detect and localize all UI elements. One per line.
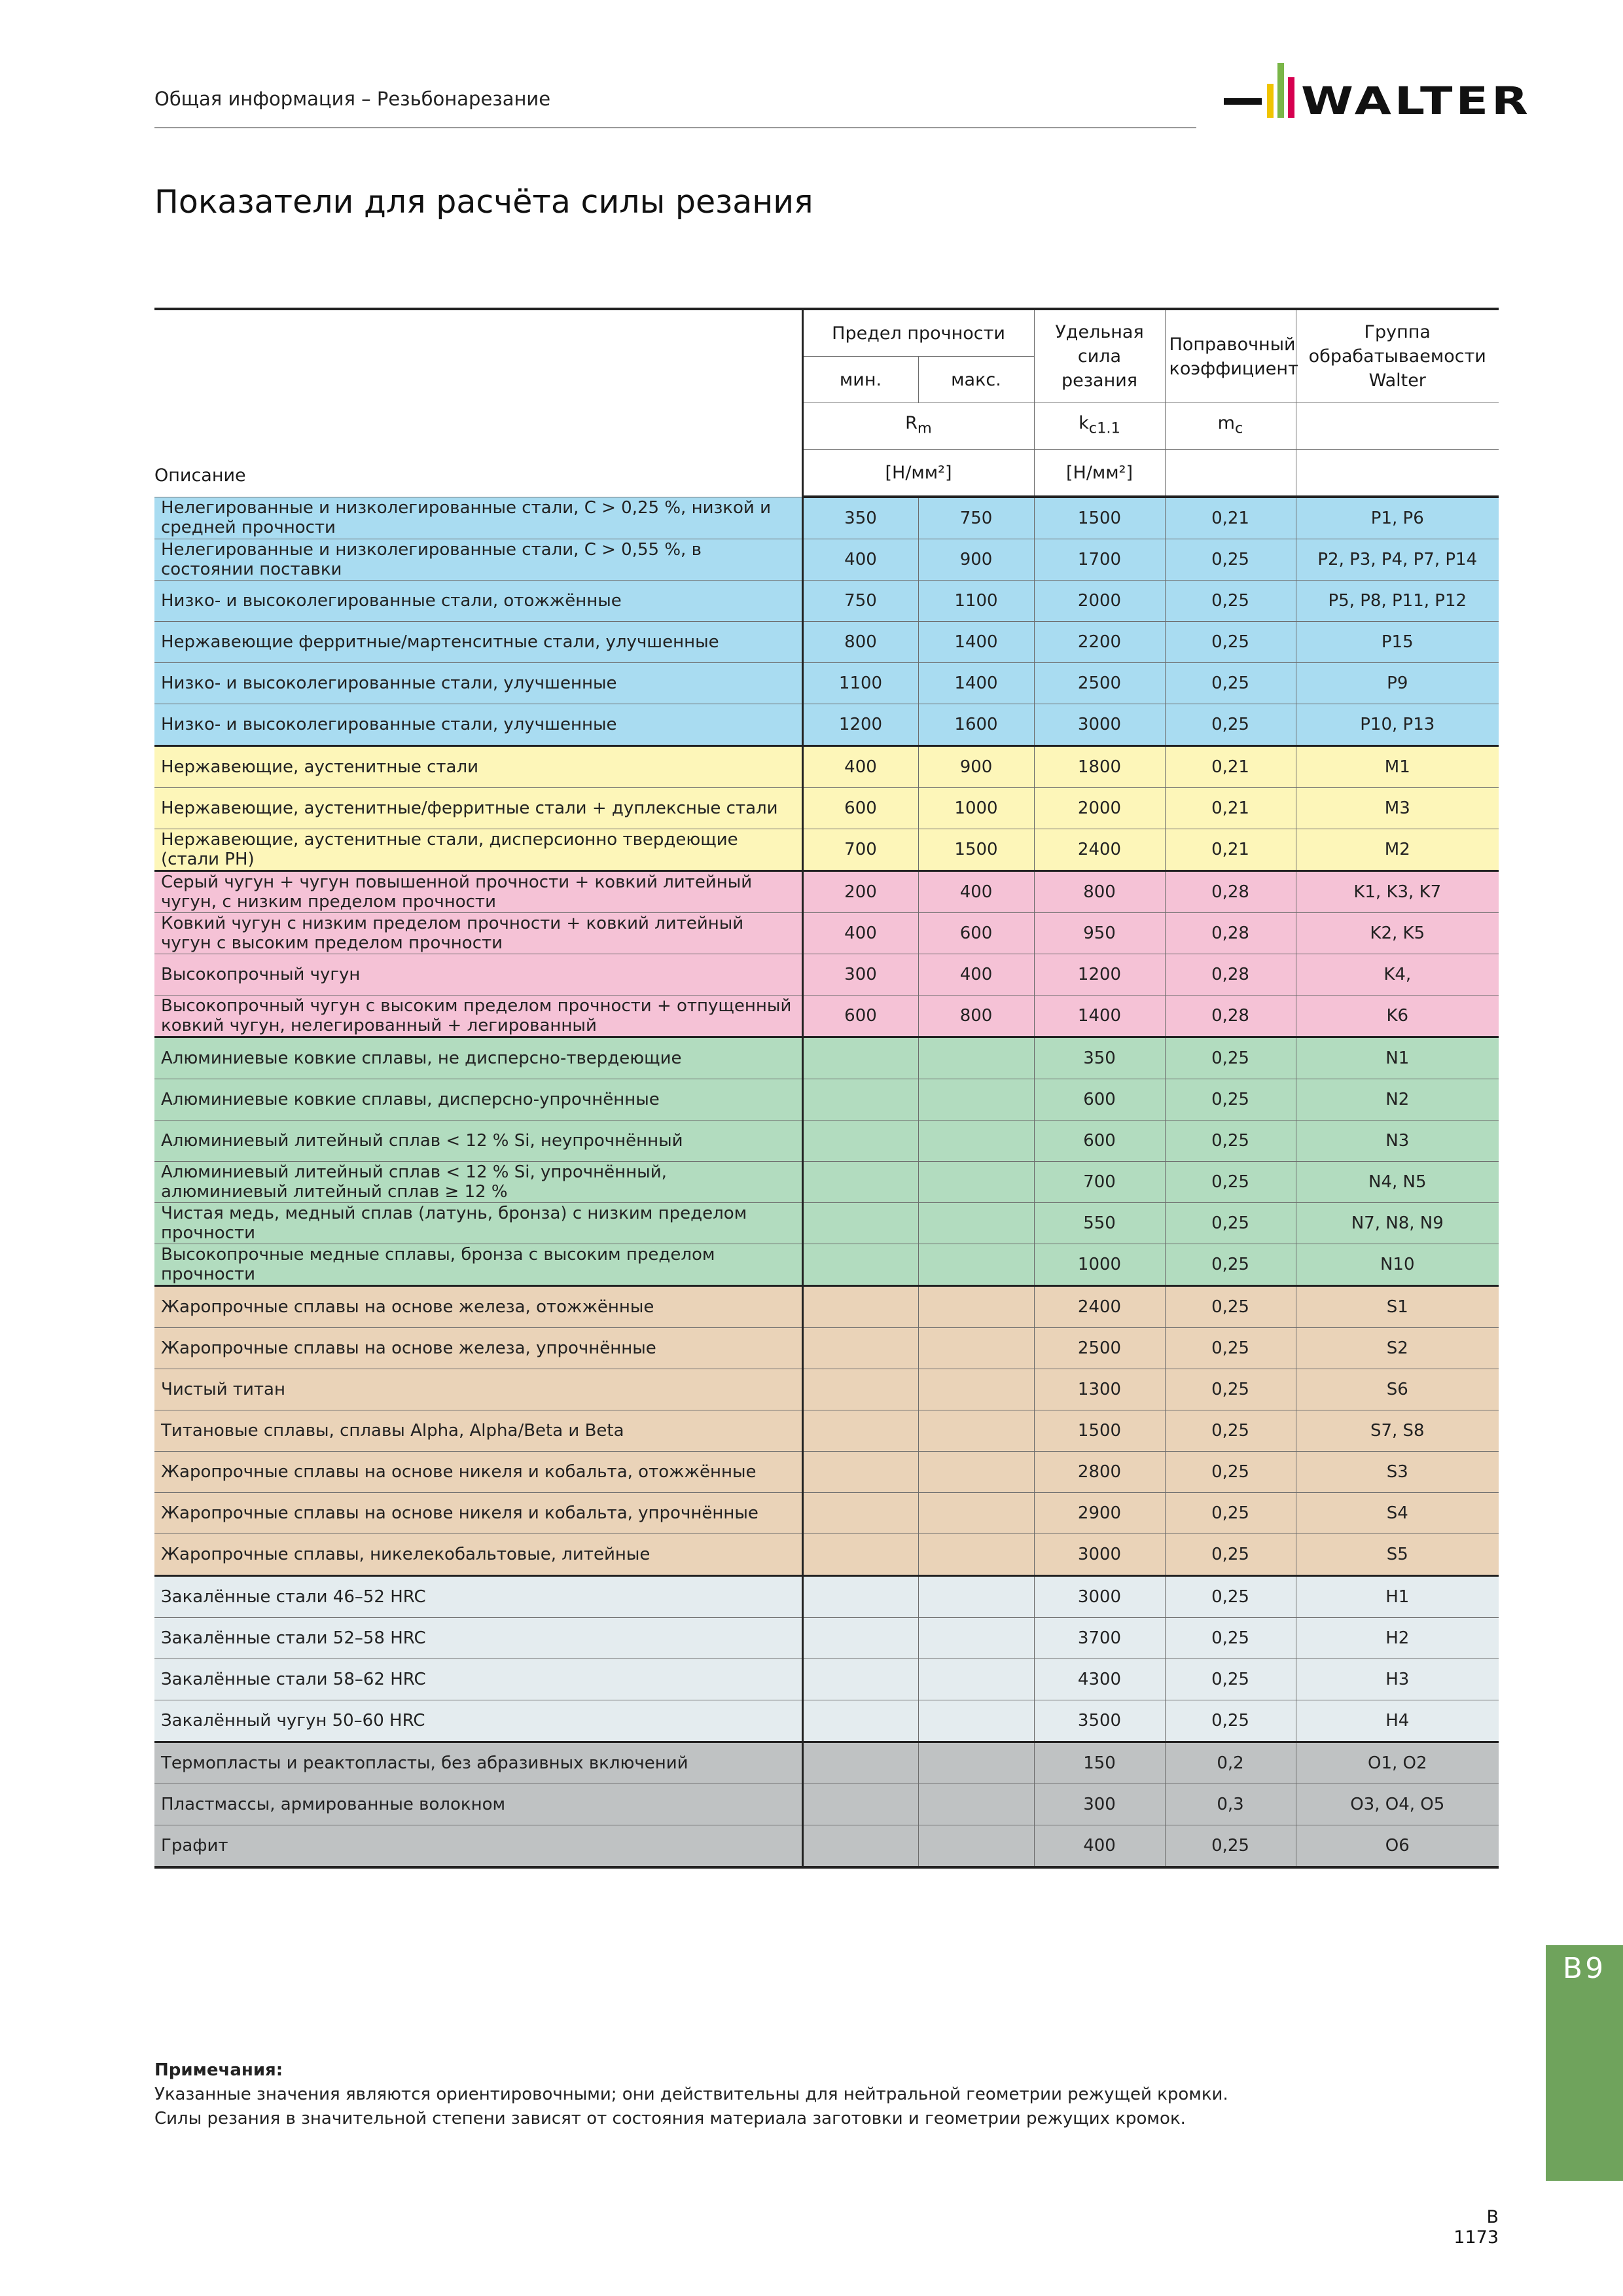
row-correction-factor: 0,25 [1165, 663, 1296, 704]
table-row [154, 871, 1499, 913]
table-row [154, 1203, 1499, 1244]
row-machinability-group: P1, P6 [1296, 497, 1499, 539]
notes-title: Примечания: [154, 2060, 283, 2080]
table-row [154, 1659, 1499, 1700]
row-correction-factor: 0,21 [1165, 788, 1296, 829]
table-row [154, 1825, 1499, 1868]
row-min-strength: 400 [802, 539, 918, 581]
row-max-strength: 400 [918, 871, 1034, 913]
walter-logo-text: WALTER [1301, 79, 1531, 123]
row-max-strength: 1100 [918, 581, 1034, 622]
table-row [154, 829, 1499, 871]
row-correction-factor: 0,25 [1165, 622, 1296, 663]
kc-unit: [Н/мм²] [1034, 450, 1165, 497]
row-machinability-group: S4 [1296, 1493, 1499, 1534]
row-max-strength [918, 1121, 1034, 1162]
row-description: Термопласты и реактопласты, без абразивных включений [154, 1742, 802, 1784]
row-correction-factor: 0,21 [1165, 497, 1296, 539]
table-row [154, 704, 1499, 746]
row-machinability-group: P10, P13 [1296, 704, 1499, 746]
row-correction-factor: 0,25 [1165, 1162, 1296, 1203]
row-machinability-group: K4, [1296, 954, 1499, 996]
col-group-header: Группа обрабатываемости Walter [1296, 309, 1499, 403]
row-min-strength [802, 1576, 918, 1618]
table-row [154, 581, 1499, 622]
row-min-strength: 750 [802, 581, 918, 622]
row-machinability-group: S3 [1296, 1452, 1499, 1493]
row-machinability-group: N1 [1296, 1037, 1499, 1079]
row-description: Алюминиевые ковкие сплавы, не дисперсно-твердеющие [154, 1037, 802, 1079]
row-min-strength: 400 [802, 913, 918, 954]
row-min-strength [802, 1825, 918, 1868]
row-max-strength [918, 1534, 1034, 1576]
row-correction-factor: 0,25 [1165, 1493, 1296, 1534]
row-description: Алюминиевый литейный сплав < 12 % Si, неупрочнённый [154, 1121, 802, 1162]
row-machinability-group: N3 [1296, 1121, 1499, 1162]
table-row [154, 1742, 1499, 1784]
row-specific-force: 3000 [1034, 1534, 1165, 1576]
row-min-strength: 1100 [802, 663, 918, 704]
cutting-force-table [154, 308, 1499, 1869]
row-max-strength: 1500 [918, 829, 1034, 871]
row-min-strength [802, 1369, 918, 1410]
row-description: Низко- и высоколегированные стали, улучшенные [154, 704, 802, 746]
table-row [154, 1328, 1499, 1369]
row-description: Высокопрочный чугун [154, 954, 802, 996]
row-max-strength [918, 1452, 1034, 1493]
row-correction-factor: 0,2 [1165, 1742, 1296, 1784]
row-correction-factor: 0,25 [1165, 1825, 1296, 1868]
row-max-strength: 750 [918, 497, 1034, 539]
row-min-strength: 400 [802, 746, 918, 788]
row-description: Низко- и высоколегированные стали, отожжённые [154, 581, 802, 622]
row-correction-factor: 0,25 [1165, 1659, 1296, 1700]
row-min-strength [802, 1121, 918, 1162]
row-correction-factor: 0,25 [1165, 1203, 1296, 1244]
row-correction-factor: 0,25 [1165, 539, 1296, 581]
row-min-strength [802, 1493, 918, 1534]
row-min-strength [802, 1534, 918, 1576]
row-max-strength [918, 1286, 1034, 1328]
row-max-strength [918, 1369, 1034, 1410]
row-description: Нержавеющие ферритные/мартенситные стали, улучшенные [154, 622, 802, 663]
row-specific-force: 2900 [1034, 1493, 1165, 1534]
row-specific-force: 300 [1034, 1784, 1165, 1825]
notes-line-2: Силы резания в значительной степени зависят от состояния материала заготовки и геометрии режущих кромок. [154, 2109, 1186, 2128]
row-description: Высокопрочные медные сплавы, бронза с высоким пределом прочности [154, 1244, 802, 1286]
row-specific-force: 1500 [1034, 1410, 1165, 1452]
row-max-strength: 800 [918, 996, 1034, 1037]
row-specific-force: 1800 [1034, 746, 1165, 788]
row-machinability-group: P5, P8, P11, P12 [1296, 581, 1499, 622]
row-max-strength [918, 1037, 1034, 1079]
row-description: Закалённый чугун 50–60 HRC [154, 1700, 802, 1742]
row-specific-force: 2500 [1034, 663, 1165, 704]
row-description: Закалённые стали 46–52 HRC [154, 1576, 802, 1618]
row-specific-force: 3000 [1034, 704, 1165, 746]
table-row [154, 1493, 1499, 1534]
row-specific-force: 1300 [1034, 1369, 1165, 1410]
row-min-strength [802, 1452, 918, 1493]
row-correction-factor: 0,25 [1165, 1121, 1296, 1162]
row-description: Низко- и высоколегированные стали, улучшенные [154, 663, 802, 704]
row-description: Серый чугун + чугун повышенной прочности + ковкий литейный чугун, с низким пределом прочности [154, 871, 802, 913]
row-machinability-group: H4 [1296, 1700, 1499, 1742]
table-row [154, 1784, 1499, 1825]
col-strength-header: Предел прочности [802, 309, 1034, 357]
table-row [154, 622, 1499, 663]
row-machinability-group: M2 [1296, 829, 1499, 871]
walter-logo [1224, 59, 1531, 131]
table-row [154, 746, 1499, 788]
row-specific-force: 2000 [1034, 581, 1165, 622]
row-machinability-group: K6 [1296, 996, 1499, 1037]
row-correction-factor: 0,28 [1165, 996, 1296, 1037]
row-correction-factor: 0,25 [1165, 1328, 1296, 1369]
row-description: Нержавеющие, аустенитные стали [154, 746, 802, 788]
row-description: Жаропрочные сплавы, никелекобальтовые, литейные [154, 1534, 802, 1576]
row-correction-factor: 0,25 [1165, 1369, 1296, 1410]
row-specific-force: 1400 [1034, 996, 1165, 1037]
row-machinability-group: H2 [1296, 1618, 1499, 1659]
group-unit-cell [1296, 450, 1499, 497]
row-description: Нержавеющие, аустенитные/ферритные стали + дуплексные стали [154, 788, 802, 829]
row-specific-force: 2400 [1034, 1286, 1165, 1328]
row-min-strength: 350 [802, 497, 918, 539]
row-correction-factor: 0,25 [1165, 1410, 1296, 1452]
row-description: Нержавеющие, аустенитные стали, дисперсионно твердеющие (стали PH) [154, 829, 802, 871]
row-min-strength: 600 [802, 996, 918, 1037]
table-row [154, 1079, 1499, 1121]
row-min-strength [802, 1162, 918, 1203]
row-max-strength: 900 [918, 746, 1034, 788]
table-row [154, 1037, 1499, 1079]
row-specific-force: 4300 [1034, 1659, 1165, 1700]
row-description: Нелегированные и низколегированные стали, C > 0,55 %, в состоянии поставки [154, 539, 802, 581]
row-correction-factor: 0,25 [1165, 1576, 1296, 1618]
row-min-strength: 800 [802, 622, 918, 663]
row-machinability-group: K2, K5 [1296, 913, 1499, 954]
row-max-strength [918, 1700, 1034, 1742]
row-min-strength [802, 1618, 918, 1659]
row-max-strength [918, 1825, 1034, 1868]
row-specific-force: 3000 [1034, 1576, 1165, 1618]
row-machinability-group: N10 [1296, 1244, 1499, 1286]
row-description: Чистый титан [154, 1369, 802, 1410]
row-min-strength [802, 1784, 918, 1825]
row-specific-force: 2800 [1034, 1452, 1165, 1493]
row-specific-force: 1000 [1034, 1244, 1165, 1286]
row-max-strength: 600 [918, 913, 1034, 954]
row-machinability-group: H3 [1296, 1659, 1499, 1700]
row-specific-force: 950 [1034, 913, 1165, 954]
col-max-header: макс. [918, 357, 1034, 403]
row-correction-factor: 0,25 [1165, 1700, 1296, 1742]
row-specific-force: 3700 [1034, 1618, 1165, 1659]
row-machinability-group: S5 [1296, 1534, 1499, 1576]
group-symbol-cell [1296, 403, 1499, 450]
row-machinability-group: S1 [1296, 1286, 1499, 1328]
table-row [154, 1369, 1499, 1410]
row-description: Пластмассы, армированные волокном [154, 1784, 802, 1825]
row-description: Жаропрочные сплавы на основе никеля и кобальта, отожжённые [154, 1452, 802, 1493]
table-row [154, 1576, 1499, 1618]
row-max-strength [918, 1493, 1034, 1534]
row-specific-force: 700 [1034, 1162, 1165, 1203]
row-max-strength: 1400 [918, 663, 1034, 704]
row-correction-factor: 0,25 [1165, 1037, 1296, 1079]
table-row [154, 1286, 1499, 1328]
row-max-strength [918, 1784, 1034, 1825]
row-machinability-group: O3, O4, O5 [1296, 1784, 1499, 1825]
table-row [154, 1452, 1499, 1493]
table-row [154, 1121, 1499, 1162]
row-machinability-group: O6 [1296, 1825, 1499, 1868]
table-row [154, 539, 1499, 581]
table-row [154, 1162, 1499, 1203]
row-machinability-group: N7, N8, N9 [1296, 1203, 1499, 1244]
row-min-strength [802, 1244, 918, 1286]
row-machinability-group: S2 [1296, 1328, 1499, 1369]
row-min-strength [802, 1037, 918, 1079]
kc-symbol: $k_{c1.1}$ [1034, 403, 1165, 450]
row-machinability-group: S6 [1296, 1369, 1499, 1410]
row-description: Ковкий чугун с низким пределом прочности + ковкий литейный чугун с высоким пределом прочности [154, 913, 802, 954]
col-correction-header: Поправочный коэффициент [1165, 309, 1296, 403]
row-specific-force: 800 [1034, 871, 1165, 913]
table-row [154, 663, 1499, 704]
row-specific-force: 1700 [1034, 539, 1165, 581]
row-description: Алюминиевые ковкие сплавы, дисперсно-упрочнённые [154, 1079, 802, 1121]
row-max-strength [918, 1328, 1034, 1369]
row-machinability-group: S7, S8 [1296, 1410, 1499, 1452]
row-specific-force: 3500 [1034, 1700, 1165, 1742]
row-max-strength [918, 1576, 1034, 1618]
table-body [154, 497, 1499, 1867]
row-min-strength [802, 1742, 918, 1784]
row-machinability-group: N4, N5 [1296, 1162, 1499, 1203]
col-specific-force-header: Удельная сила резания [1034, 309, 1165, 403]
row-machinability-group: P2, P3, P4, P7, P14 [1296, 539, 1499, 581]
row-max-strength [918, 1244, 1034, 1286]
row-correction-factor: 0,25 [1165, 1618, 1296, 1659]
row-specific-force: 1500 [1034, 497, 1165, 539]
row-specific-force: 2000 [1034, 788, 1165, 829]
row-max-strength [918, 1079, 1034, 1121]
row-correction-factor: 0,21 [1165, 746, 1296, 788]
row-machinability-group: H1 [1296, 1576, 1499, 1618]
page-number: B 1173 [1454, 2207, 1499, 2248]
row-specific-force: 2500 [1034, 1328, 1165, 1369]
row-min-strength [802, 1328, 918, 1369]
row-description: Графит [154, 1825, 802, 1868]
row-description: Жаропрочные сплавы на основе железа, отожжённые [154, 1286, 802, 1328]
row-description: Алюминиевый литейный сплав < 12 % Si, упрочнённый, алюминиевый литейный сплав ≥ 12 % [154, 1162, 802, 1203]
row-min-strength: 200 [802, 871, 918, 913]
table-row [154, 1700, 1499, 1742]
col-description-header: Описание [154, 309, 802, 497]
row-specific-force: 350 [1034, 1037, 1165, 1079]
row-correction-factor: 0,25 [1165, 704, 1296, 746]
header-section-title: Общая информация – Резьбонарезание [154, 88, 551, 110]
row-specific-force: 400 [1034, 1825, 1165, 1868]
table-row [154, 913, 1499, 954]
row-description: Чистая медь, медный сплав (латунь, бронза) с низким пределом прочности [154, 1203, 802, 1244]
table-row [154, 1618, 1499, 1659]
row-min-strength: 1200 [802, 704, 918, 746]
mc-unit-cell [1165, 450, 1296, 497]
table-row [154, 788, 1499, 829]
row-correction-factor: 0,3 [1165, 1784, 1296, 1825]
row-specific-force: 2400 [1034, 829, 1165, 871]
row-max-strength [918, 1162, 1034, 1203]
row-description: Закалённые стали 58–62 HRC [154, 1659, 802, 1700]
row-correction-factor: 0,25 [1165, 1244, 1296, 1286]
table-row [154, 996, 1499, 1037]
row-machinability-group: O1, O2 [1296, 1742, 1499, 1784]
row-correction-factor: 0,25 [1165, 1534, 1296, 1576]
row-max-strength: 400 [918, 954, 1034, 996]
row-max-strength [918, 1410, 1034, 1452]
row-max-strength [918, 1659, 1034, 1700]
table-row [154, 954, 1499, 996]
row-description: Жаропрочные сплавы на основе железа, упрочнённые [154, 1328, 802, 1369]
table-row [154, 1244, 1499, 1286]
strength-unit: [Н/мм²] [802, 450, 1034, 497]
row-max-strength: 900 [918, 539, 1034, 581]
header-divider [154, 127, 1196, 128]
strength-symbol: $R_m$ [802, 403, 1034, 450]
table-row [154, 1410, 1499, 1452]
row-correction-factor: 0,21 [1165, 829, 1296, 871]
row-max-strength [918, 1203, 1034, 1244]
table-row [154, 1534, 1499, 1576]
row-correction-factor: 0,25 [1165, 1286, 1296, 1328]
row-correction-factor: 0,28 [1165, 954, 1296, 996]
row-min-strength [802, 1286, 918, 1328]
row-specific-force: 600 [1034, 1079, 1165, 1121]
row-description: Высокопрочный чугун с высоким пределом прочности + отпущенный ковкий чугун, нелегированный + легированный [154, 996, 802, 1037]
row-max-strength: 1600 [918, 704, 1034, 746]
row-min-strength: 700 [802, 829, 918, 871]
section-tab [1546, 1945, 1623, 2181]
row-specific-force: 150 [1034, 1742, 1165, 1784]
row-specific-force: 1200 [1034, 954, 1165, 996]
row-max-strength [918, 1618, 1034, 1659]
row-description: Закалённые стали 52–58 HRC [154, 1618, 802, 1659]
row-specific-force: 600 [1034, 1121, 1165, 1162]
row-min-strength: 600 [802, 788, 918, 829]
row-min-strength [802, 1700, 918, 1742]
notes [154, 2058, 1228, 2131]
row-correction-factor: 0,25 [1165, 581, 1296, 622]
section-tab-label: B9 [1562, 1952, 1607, 1985]
row-machinability-group: N2 [1296, 1079, 1499, 1121]
row-max-strength: 1400 [918, 622, 1034, 663]
row-machinability-group: M3 [1296, 788, 1499, 829]
row-correction-factor: 0,28 [1165, 913, 1296, 954]
row-min-strength [802, 1659, 918, 1700]
row-specific-force: 2200 [1034, 622, 1165, 663]
col-min-header: мин. [802, 357, 918, 403]
row-correction-factor: 0,28 [1165, 871, 1296, 913]
row-machinability-group: P9 [1296, 663, 1499, 704]
row-machinability-group: P15 [1296, 622, 1499, 663]
row-machinability-group: M1 [1296, 746, 1499, 788]
row-specific-force: 550 [1034, 1203, 1165, 1244]
row-description: Нелегированные и низколегированные стали, C > 0,25 %, низкой и средней прочности [154, 497, 802, 539]
row-description: Титановые сплавы, сплавы Alpha, Alpha/Beta и Beta [154, 1410, 802, 1452]
row-min-strength [802, 1410, 918, 1452]
row-description: Жаропрочные сплавы на основе никеля и кобальта, упрочнённые [154, 1493, 802, 1534]
mc-symbol: $m_c$ [1165, 403, 1296, 450]
notes-line-1: Указанные значения являются ориентировочными; они действительны для нейтральной геометрии режущей кромки. [154, 2085, 1228, 2104]
table-row [154, 497, 1499, 539]
row-correction-factor: 0,25 [1165, 1079, 1296, 1121]
row-max-strength [918, 1742, 1034, 1784]
row-correction-factor: 0,25 [1165, 1452, 1296, 1493]
page-title: Показатели для расчёта силы резания [154, 183, 813, 221]
row-max-strength: 1000 [918, 788, 1034, 829]
row-min-strength [802, 1079, 918, 1121]
row-min-strength [802, 1203, 918, 1244]
row-min-strength: 300 [802, 954, 918, 996]
row-machinability-group: K1, K3, K7 [1296, 871, 1499, 913]
